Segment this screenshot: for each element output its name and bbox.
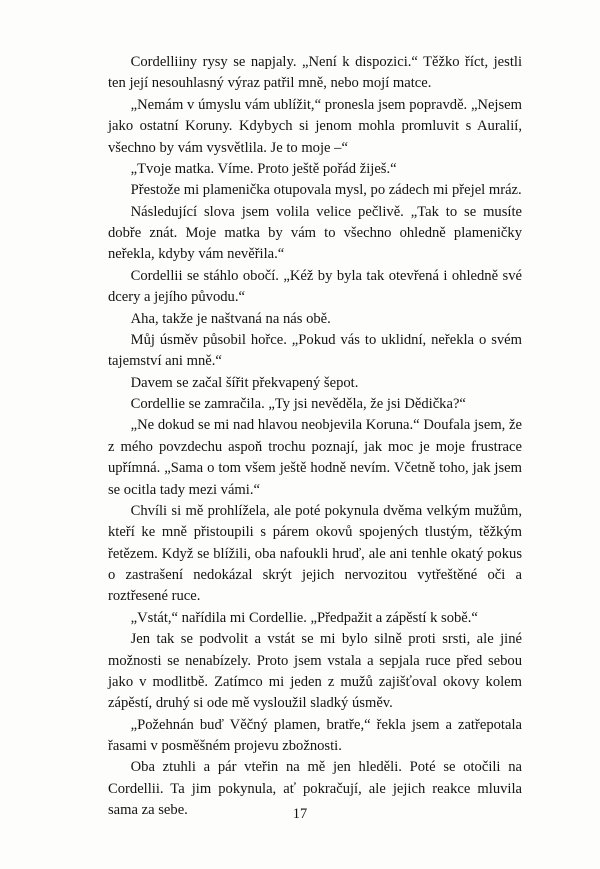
page-number: 17 [292, 806, 308, 822]
paragraph: Jen tak se podvolit a vstát se mi bylo silně proti srsti, ale jiné možnosti se nenabízely. Proto jsem vstala a sepjala ruce před sebou jako v modlitbě. Zatímco mi jeden z mužů zajišťoval okovy kolem zápěstí, druhý si ode mě vysloužil sladký úsměv. [108, 631, 522, 712]
paragraph: Cordelliiny rysy se napjaly. „Není k dispozici.“ Těžko říct, jestli ten její nesouhlasný výraz patřil mně, nebo mojí matce. [108, 54, 522, 92]
paragraph: Můj úsměv působil hořce. „Pokud vás to uklidní, neřekla o svém tajemství ani mně.“ [108, 331, 522, 370]
paragraph: Oba ztuhli a pár vteřin na mě jen hleděli. Poté se otočili na Cordellii. Ta jim pokynula, ať pokračují, ale jejich reakce mluvila sama za sebe. [108, 759, 522, 819]
paragraph: Cordellii se stáhlo obočí. „Kéž by byla tak otevřená i ohledně své dcery a jejího původu.“ [108, 267, 522, 306]
paragraph: Chvíli si mě prohlížela, ale poté pokynula dvěma velkým mužům, kteří ke mně přistoupili s párem okovů spojených tlustým, těžkým řetězem. Když se blížili, oba nafoukli hruď, ale ani tenhle okatý pokus o zastrašení nedokázal skrýt jejich nervozitou vytřeštěné oči a roztřesené ruce. [108, 502, 522, 605]
paragraph: „Ne dokud se mi nad hlavou neobjevila Koruna.“ Doufala jsem, že z mého povzdechu aspoň trochu poznají, jak moc je moje frustrace upřímná. „Sama o tom všem ještě hodně nevím. Včetně toho, jak jsem se ocitla tady mezi vámi.“ [108, 417, 522, 498]
paragraph: „Tvoje matka. Víme. Proto ještě pořád žiješ.“ [130, 160, 397, 177]
paragraph: Následující slova jsem volila velice pečlivě. „Tak to se musíte dobře znát. Moje matka by vám to všechno ohledně plameničky neřekla, kdyby vám nevěřila.“ [108, 203, 522, 263]
paragraph: Cordellie se zamračila. „Ty jsi nevěděla, že jsi Dědička?“ [130, 396, 466, 412]
paragraph: Davem se začal šířit překvapený šepot. [130, 374, 359, 391]
paragraph: „Nemám v úmyslu vám ublížit,“ pronesla jsem popravdě. „Nejsem jako ostatní Koruny. Kdybych si jenom mohla promluvit s Auralií, všechno by vám vysvětlila. Je to moje –“ [108, 96, 522, 156]
paragraph: „Vstát,“ nařídila mi Cordellie. „Předpažit a zápěstí k sobě.“ [130, 609, 478, 626]
paragraph: Přestože mi plamenička otupovala mysl, po zádech mi přejel mráz. [130, 182, 522, 199]
page-body [108, 52, 522, 822]
paragraph: „Požehnán buď Věčný plamen, bratře,“ řekla jsem a zatřepotala řasami v posměšném projevu zbožnosti. [108, 716, 522, 754]
paragraph: Aha, takže je naštvaná na nás obě. [130, 310, 331, 327]
